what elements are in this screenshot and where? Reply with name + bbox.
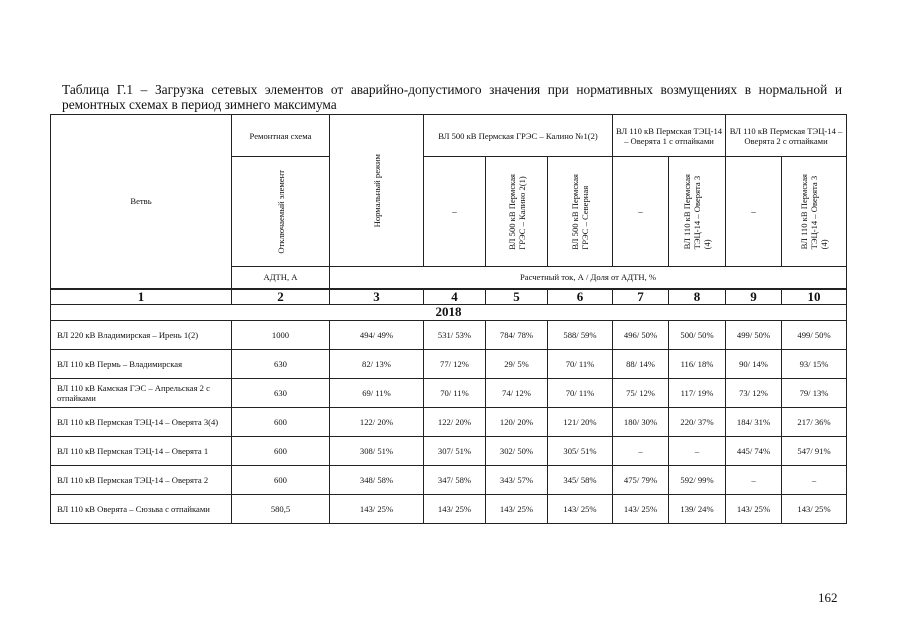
value-cell: 445/ 74% — [726, 436, 782, 465]
header-repair-scheme: Ремонтная схема — [232, 115, 330, 157]
value-cell: 500/ 50% — [669, 320, 726, 349]
value-cell: 143/ 25% — [726, 494, 782, 523]
value-cell: 302/ 50% — [486, 436, 548, 465]
value-cell: 600 — [232, 407, 330, 436]
header-sub-8-label: ВЛ 110 кВ Пермская ТЭЦ-14 – Оверята 3 (4) — [682, 173, 713, 250]
header-disabled-element — [232, 157, 330, 267]
header-adtn: АДТН, А — [232, 267, 330, 289]
value-cell: 75/ 12% — [613, 378, 669, 407]
table-row — [51, 320, 847, 349]
header-normal-mode — [330, 115, 424, 267]
value-cell: 143/ 25% — [486, 494, 548, 523]
value-cell: 143/ 25% — [548, 494, 613, 523]
value-cell: 117/ 19% — [669, 378, 726, 407]
value-cell: – — [669, 436, 726, 465]
value-cell: 143/ 25% — [613, 494, 669, 523]
value-cell: 305/ 51% — [548, 436, 613, 465]
value-cell: – — [613, 436, 669, 465]
value-cell: 143/ 25% — [330, 494, 424, 523]
branch-name-cell: ВЛ 220 кВ Владимирская – Ирень 1(2) — [51, 320, 232, 349]
value-cell: 348/ 58% — [330, 465, 424, 494]
column-number: 1 — [51, 289, 232, 305]
value-cell: 494/ 49% — [330, 320, 424, 349]
header-normal-mode-label: Нормальный режим — [371, 153, 382, 228]
value-cell: 120/ 20% — [486, 407, 548, 436]
header-calc-current: Расчетный ток, А / Доля от АДТН, % — [330, 267, 847, 289]
header-sub-8 — [669, 157, 726, 267]
value-cell: 630 — [232, 378, 330, 407]
value-cell: 70/ 11% — [424, 378, 486, 407]
header-group-2: ВЛ 110 кВ Пермская ТЭЦ-14 – Оверята 1 с отпайками — [613, 115, 726, 157]
value-cell: 630 — [232, 349, 330, 378]
value-cell: 77/ 12% — [424, 349, 486, 378]
column-number-row — [51, 289, 847, 305]
value-cell: 217/ 36% — [782, 407, 847, 436]
header-sub-7: – — [613, 157, 669, 267]
value-cell: 307/ 51% — [424, 436, 486, 465]
value-cell: 143/ 25% — [782, 494, 847, 523]
header-sub-5 — [486, 157, 548, 267]
value-cell: 70/ 11% — [548, 349, 613, 378]
value-cell: 345/ 58% — [548, 465, 613, 494]
value-cell: 531/ 53% — [424, 320, 486, 349]
value-cell: 122/ 20% — [330, 407, 424, 436]
load-table-container — [50, 114, 846, 524]
header-disabled-element-label: Отключаемый элемент — [275, 169, 286, 254]
value-cell: 74/ 12% — [486, 378, 548, 407]
page-number: 162 — [818, 590, 838, 605]
value-cell: 121/ 20% — [548, 407, 613, 436]
value-cell: 580,5 — [232, 494, 330, 523]
header-sub-6 — [548, 157, 613, 267]
value-cell: 90/ 14% — [726, 349, 782, 378]
branch-name-cell: ВЛ 110 кВ Пермская ТЭЦ-14 – Оверята 3(4) — [51, 407, 232, 436]
value-cell: 600 — [232, 436, 330, 465]
value-cell: 139/ 24% — [669, 494, 726, 523]
value-cell: 600 — [232, 465, 330, 494]
value-cell: – — [726, 465, 782, 494]
value-cell: 29/ 5% — [486, 349, 548, 378]
column-number: 5 — [486, 289, 548, 305]
header-sub-5-label: ВЛ 500 кВ Пермская ГРЭС – Калино 2(1) — [506, 173, 527, 250]
value-cell: 475/ 79% — [613, 465, 669, 494]
column-number: 6 — [548, 289, 613, 305]
value-cell: 547/ 91% — [782, 436, 847, 465]
column-number: 4 — [424, 289, 486, 305]
table-row — [51, 465, 847, 494]
value-cell: 69/ 11% — [330, 378, 424, 407]
value-cell: 93/ 15% — [782, 349, 847, 378]
table-row — [51, 494, 847, 523]
value-cell: 180/ 30% — [613, 407, 669, 436]
year-row — [51, 304, 847, 320]
column-number: 10 — [782, 289, 847, 305]
table-row — [51, 407, 847, 436]
value-cell: 82/ 13% — [330, 349, 424, 378]
branch-name-cell: ВЛ 110 кВ Пермь – Владимирская — [51, 349, 232, 378]
value-cell: 122/ 20% — [424, 407, 486, 436]
value-cell: 116/ 18% — [669, 349, 726, 378]
value-cell: 592/ 99% — [669, 465, 726, 494]
value-cell: – — [782, 465, 847, 494]
header-sub-9: – — [726, 157, 782, 267]
column-number: 2 — [232, 289, 330, 305]
value-cell: 784/ 78% — [486, 320, 548, 349]
value-cell: 184/ 31% — [726, 407, 782, 436]
value-cell: 343/ 57% — [486, 465, 548, 494]
year-label: 2018 — [51, 304, 847, 320]
header-sub-4: – — [424, 157, 486, 267]
value-cell: 496/ 50% — [613, 320, 669, 349]
value-cell: 499/ 50% — [782, 320, 847, 349]
value-cell: 88/ 14% — [613, 349, 669, 378]
header-group-1: ВЛ 500 кВ Пермская ГРЭС – Калино №1(2) — [424, 115, 613, 157]
header-sub-6-label: ВЛ 500 кВ Пермская ГРЭС – Северная — [570, 173, 590, 250]
header-sub-10-label: ВЛ 110 кВ Пермская ТЭЦ-14 – Оверята 3 (4) — [799, 173, 830, 250]
branch-name-cell: ВЛ 110 кВ Пермская ТЭЦ-14 – Оверята 1 — [51, 436, 232, 465]
column-number: 3 — [330, 289, 424, 305]
value-cell: 588/ 59% — [548, 320, 613, 349]
branch-name-cell: ВЛ 110 кВ Пермская ТЭЦ-14 – Оверята 2 — [51, 465, 232, 494]
branch-name-cell: ВЛ 110 кВ Камская ГЭС – Апрельская 2 с отпайками — [51, 378, 232, 407]
value-cell: 73/ 12% — [726, 378, 782, 407]
header-branch: Ветвь — [51, 115, 232, 289]
value-cell: 220/ 37% — [669, 407, 726, 436]
value-cell: 499/ 50% — [726, 320, 782, 349]
column-number: 7 — [613, 289, 669, 305]
column-number: 8 — [669, 289, 726, 305]
column-number: 9 — [726, 289, 782, 305]
value-cell: 347/ 58% — [424, 465, 486, 494]
header-group-3: ВЛ 110 кВ Пермская ТЭЦ-14 – Оверята 2 с отпайками — [726, 115, 847, 157]
value-cell: 1000 — [232, 320, 330, 349]
value-cell: 70/ 11% — [548, 378, 613, 407]
value-cell: 79/ 13% — [782, 378, 847, 407]
header-sub-10 — [782, 157, 847, 267]
table-row — [51, 378, 847, 407]
branch-name-cell: ВЛ 110 кВ Оверята – Сюзьва с отпайками — [51, 494, 232, 523]
table-row — [51, 436, 847, 465]
table-caption: Таблица Г.1 – Загрузка сетевых элементов от аварийно-допустимого значения при нормативных возмущениях в нормальной и ремонтных схемах в период зимнего максимума — [62, 82, 842, 112]
table-body — [51, 289, 847, 524]
value-cell: 308/ 51% — [330, 436, 424, 465]
value-cell: 143/ 25% — [424, 494, 486, 523]
load-table — [50, 114, 847, 524]
table-row — [51, 349, 847, 378]
